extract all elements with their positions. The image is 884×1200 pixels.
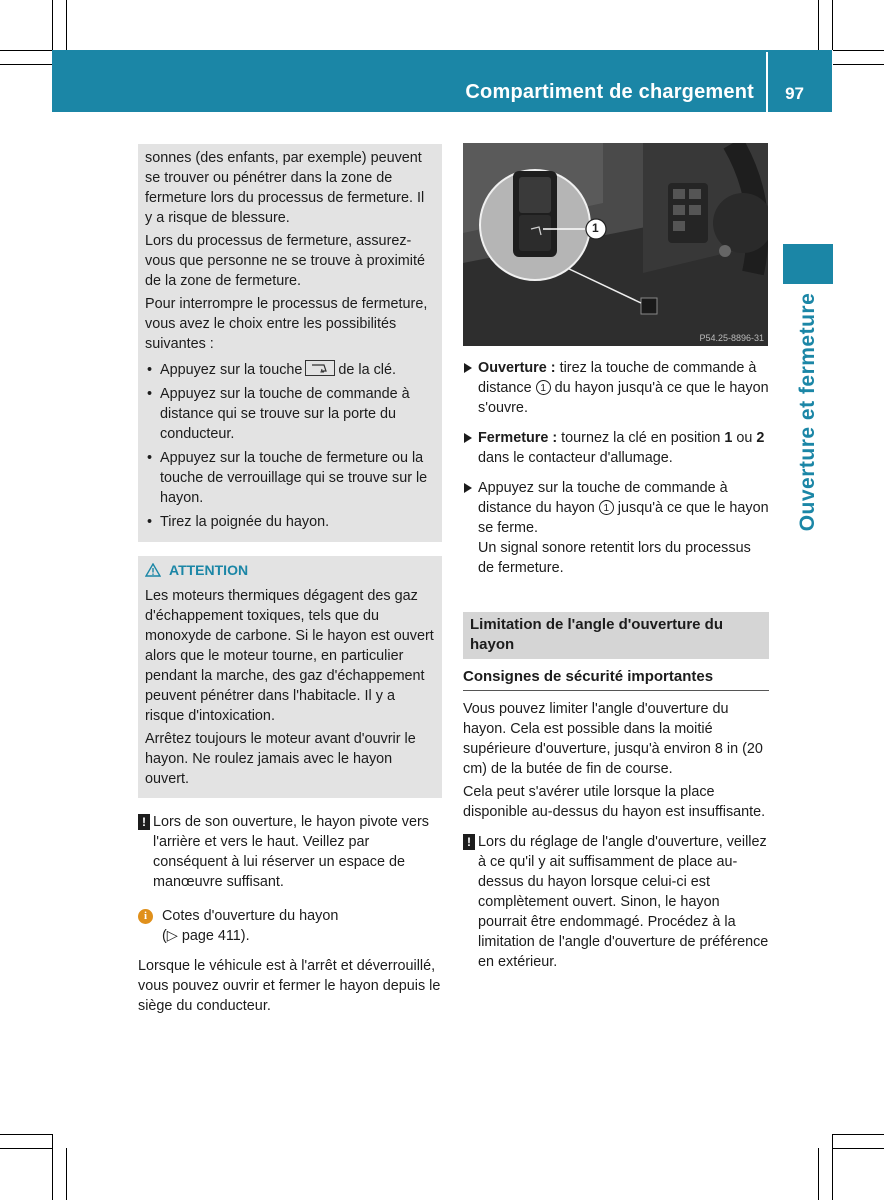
header-divider (766, 52, 768, 112)
list-item: • Appuyez sur la touche de fermeture ou la touche de verrouillage qui se trouve sur le hayon. (145, 448, 435, 508)
crop-mark (0, 1148, 52, 1149)
paragraph: sonnes (des enfants, par exemple) peuvent se trouver ou pénétrer dans la zone de fermeture lors du processus de fermeture. Il y a risque de blessure. (145, 150, 425, 226)
crop-mark (832, 0, 833, 50)
crop-mark (66, 1148, 67, 1200)
paragraph: Lors du processus de fermeture, assurez-vous que personne ne se trouve à proximité de la zone de fermeture. (145, 233, 425, 289)
section-heading: Limitation de l'angle d'ouverture du hayon (463, 612, 769, 659)
crop-mark (833, 1148, 884, 1149)
warning-continuation-box (138, 144, 442, 542)
step-item: Appuyez sur la touche de commande à distance du hayon 1 jusqu'à ce que le hayon se ferme. Un signal sonore retentit lors du processus de fermeture. (463, 478, 769, 578)
crop-mark (832, 1134, 833, 1200)
paragraph: Pour interrompre le processus de fermeture, vous avez le choix entre les possibilités suivantes : (145, 296, 428, 352)
page-number: 97 (785, 84, 804, 103)
page-title: Compartiment de chargement (465, 81, 754, 103)
step-arrow-icon (464, 363, 472, 373)
step-arrow-icon (464, 483, 472, 493)
crop-mark (52, 0, 53, 50)
list-item: • Tirez la poignée du hayon. (145, 512, 435, 532)
crop-mark (818, 0, 819, 50)
crop-mark (833, 50, 884, 51)
photo-code: P54.25-8896-31 (699, 333, 764, 343)
door-remote-button-photo (463, 143, 768, 346)
caution-note: ! Lors de son ouverture, le hayon pivote vers l'arrière et vers le haut. Veillez par conséquent à lui réserver un espace de manœuvre suffisant. (138, 812, 442, 892)
crop-mark (0, 1134, 52, 1135)
warning-triangle-icon (145, 562, 161, 582)
crop-mark (833, 1134, 884, 1135)
trunk-key-icon (305, 360, 335, 376)
step-arrow-icon (464, 433, 472, 443)
side-tab-label: Ouverture et fermeture (796, 292, 819, 532)
page-reference-link[interactable]: (▷ page 411). (162, 928, 250, 944)
crop-mark (0, 50, 52, 51)
paragraph: Lorsque le véhicule est à l'arrêt et déverrouillé, vous pouvez ouvrir et fermer le hayon depuis le siège du conducteur. (138, 958, 441, 1014)
subsection-heading: Consignes de sécurité importantes (463, 659, 769, 691)
callout-1-icon: 1 (536, 380, 551, 395)
instruction-steps (463, 358, 769, 578)
side-tab-marker (783, 244, 833, 284)
paragraph: Cela peut s'avérer utile lorsque la place disponible au-dessus du hayon est insuffisante. (463, 784, 766, 820)
warning-box (138, 556, 442, 798)
crop-mark (66, 0, 67, 50)
list-item: • Appuyez sur la touche de la clé. (145, 360, 435, 380)
left-column (138, 144, 442, 1019)
exclamation-icon: ! (138, 814, 150, 830)
photo-callout-1: 1 (592, 221, 599, 235)
paragraph: Les moteurs thermiques dégagent des gaz d'échappement toxiques, tels que du monoxyde de carbone. Si le hayon est ouvert alors que le moteur tourne, en particulier pendant la marche, des gaz d'échappement peuvent pénétrer dans l'habitacle. Il y a risque d'intoxication. (145, 588, 434, 724)
crop-mark (833, 64, 884, 65)
exclamation-icon: ! (463, 834, 475, 850)
paragraph: Vous pouvez limiter l'angle d'ouverture du hayon. Cela est possible dans la moitié supérieure d'ouverture, jusqu'à environ 8 in (20 cm) de la butée de fin de course. (463, 701, 763, 777)
info-icon: i (138, 909, 153, 924)
warning-heading: ATTENTION (145, 560, 435, 582)
page-header (52, 50, 832, 112)
crop-mark (0, 64, 52, 65)
crop-mark (52, 1134, 53, 1200)
step-item: Ouverture : tirez la touche de commande à distance 1 du hayon jusqu'à ce que le hayon s'ouvre. (463, 358, 769, 418)
paragraph: Arrêtez toujours le moteur avant d'ouvrir le hayon. Ne roulez jamais avec le hayon ouvert. (145, 731, 416, 787)
list-item: • Appuyez sur la touche de commande à distance qui se trouve sur la porte du conducteur. (145, 384, 435, 444)
caution-note: ! Lors du réglage de l'angle d'ouverture, veillez à ce qu'il y ait suffisamment de place au-dessus du hayon lorsque celui-ci est complètement ouvert. Sinon, le hayon pourrait être endommagé. Procédez à la limitation de l'angle d'ouverture de préférence en extérieur. (463, 832, 769, 972)
right-column (463, 358, 769, 972)
bullet-list (145, 360, 435, 532)
callout-1-icon: 1 (599, 500, 614, 515)
crop-mark (818, 1148, 819, 1200)
info-note: i Cotes d'ouverture du hayon (▷ page 411). (138, 906, 442, 946)
step-item: Fermeture : tournez la clé en position 1 ou 2 dans le contacteur d'allumage. (463, 428, 769, 468)
